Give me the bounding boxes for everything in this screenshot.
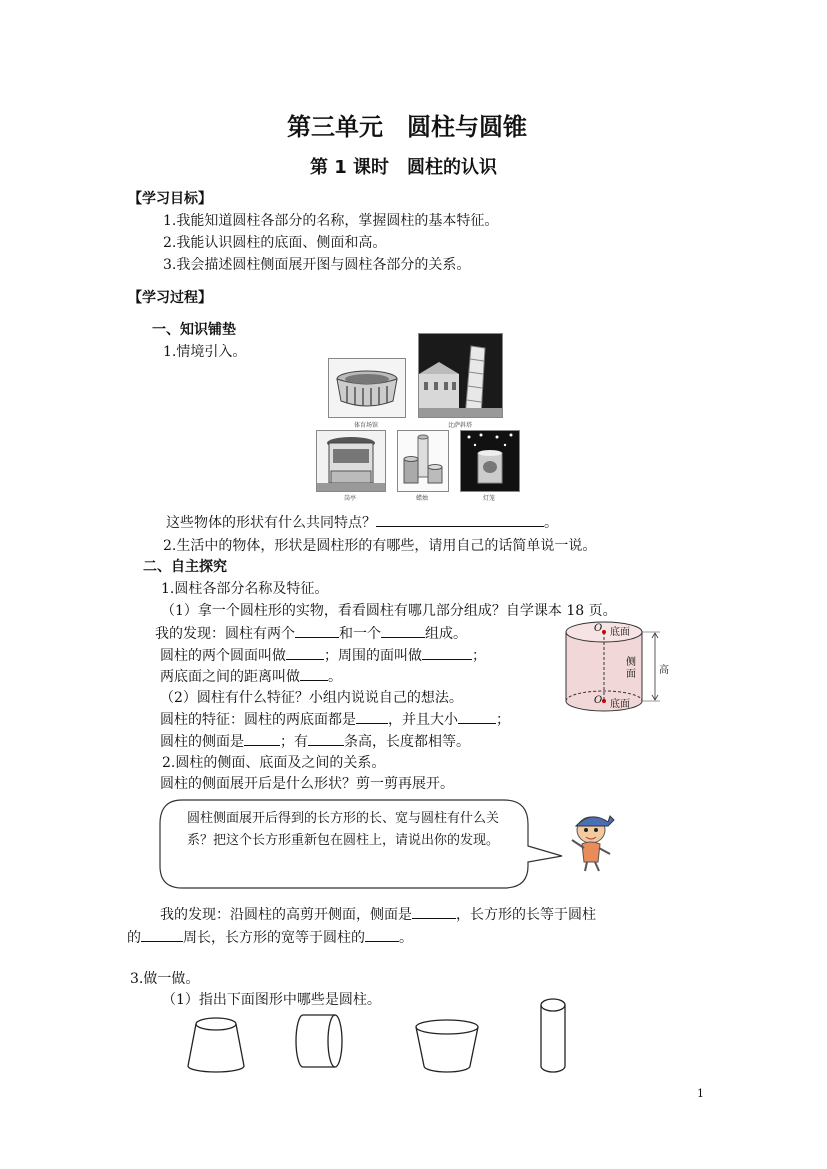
section1-heading: 一、知识铺垫 <box>152 322 236 338</box>
cartoon-character <box>566 810 618 872</box>
photo-caption: 比萨斜塔 <box>447 422 473 429</box>
center-label-bottom: O <box>594 695 603 706</box>
section2-item3: 3.做一做。 <box>130 971 200 987</box>
page-number: 1 <box>697 1087 704 1100</box>
stadium-photo <box>328 358 406 418</box>
page-title: 第三单元 圆柱与圆锥 <box>287 113 527 141</box>
answer-blank[interactable] <box>365 929 399 942</box>
discovery-paragraph-line-2: 的 周长，长方形的宽等于圆柱的 。 <box>127 930 413 946</box>
process-heading: 【学习过程】 <box>128 290 212 306</box>
pisa-tower-photo <box>418 333 503 418</box>
answer-blank[interactable] <box>412 906 456 919</box>
unfold-question: 圆柱的侧面展开后是什么形状？剪一剪再展开。 <box>160 776 454 792</box>
section1-item2: 2.生活中的物体，形状是圆柱形的有哪些，请用自己的话简单说一说。 <box>163 538 597 554</box>
answer-blank[interactable] <box>244 733 280 746</box>
goals-heading: 【学习目标】 <box>128 191 212 207</box>
shape-horizontal-cylinder[interactable] <box>293 1012 345 1072</box>
answer-blank[interactable] <box>286 647 324 660</box>
top-base-label: 底面 <box>610 627 630 638</box>
shape-vertical-cylinder[interactable] <box>537 996 569 1076</box>
candles-photo <box>397 430 449 492</box>
answer-blank[interactable] <box>308 733 344 746</box>
shape-frustum-down[interactable] <box>412 1018 482 1076</box>
bubble-text: 圆柱侧面展开后得到的长方形的长、宽与圆柱有什么关系？把这个长方形重新包在圆柱上，请说出你的发现。 <box>187 811 500 848</box>
side-label: 侧面 <box>626 657 636 680</box>
answer-blank[interactable] <box>381 625 425 638</box>
answer-blank[interactable] <box>295 625 339 638</box>
kiosk-photo <box>316 430 386 492</box>
question-3: （1）指出下面图形中哪些是圆柱。 <box>162 992 381 1008</box>
question-1: （1）拿一个圆柱形的实物，看看圆柱有哪几部分组成？自学课本 18 页。 <box>161 603 617 619</box>
goal-item: 3.我会描述圆柱侧面展开图与圆柱各部分的关系。 <box>163 257 471 273</box>
answer-blank[interactable] <box>422 647 472 660</box>
photo-caption: 岗亭 <box>343 495 357 502</box>
height-label: 高 <box>659 665 669 676</box>
section2-heading: 二、自主探究 <box>143 559 227 575</box>
answer-blank[interactable] <box>458 711 496 724</box>
section1-item1: 1.情境引入。 <box>163 344 247 360</box>
section2-item1: 1.圆柱各部分名称及特征。 <box>161 581 329 597</box>
discovery-line-3: 两底面之间的距离叫做 。 <box>160 669 342 685</box>
question-2: （2）圆柱有什么特征？小组内说说自己的想法。 <box>160 690 463 706</box>
answer-blank[interactable] <box>376 514 544 527</box>
goal-item: 2.我能认识圆柱的底面、侧面和高。 <box>163 235 387 251</box>
section2-item2: 2.圆柱的侧面、底面及之间的关系。 <box>162 755 386 771</box>
feature-line-2: 圆柱的侧面是 ；有 条高，长度都相等。 <box>160 734 470 750</box>
lesson-subtitle: 第 1 课时 圆柱的认识 <box>310 157 498 178</box>
bottom-base-label: 底面 <box>610 699 630 710</box>
shape-frustum-up[interactable] <box>185 1016 247 1074</box>
photo-caption: 蜡烛 <box>415 495 429 502</box>
answer-blank[interactable] <box>141 929 183 942</box>
answer-blank[interactable] <box>300 668 328 681</box>
goal-item: 1.我能知道圆柱各部分的名称，掌握圆柱的基本特征。 <box>163 213 499 229</box>
lantern-photo <box>460 430 520 492</box>
center-label-top: O <box>594 623 603 634</box>
feature-line-1: 圆柱的特征：圆柱的两底面都是 ，并且大小 ； <box>160 712 510 728</box>
common-feature-question: 这些物体的形状有什么共同特点？ 。 <box>166 515 558 531</box>
cylinder-diagram <box>562 617 672 717</box>
photo-caption: 灯笼 <box>482 495 496 502</box>
discovery-line-2: 圆柱的两个圆面叫做 ；周围的面叫做 ； <box>160 648 486 664</box>
photo-caption: 体育场馆 <box>353 422 379 429</box>
discovery-paragraph-line-1: 我的发现：沿圆柱的高剪开侧面，侧面是 ，长方形的长等于圆柱 <box>160 907 596 923</box>
discovery-line-1: 我的发现：圆柱有两个 和一个 组成。 <box>155 626 467 642</box>
answer-blank[interactable] <box>356 711 388 724</box>
